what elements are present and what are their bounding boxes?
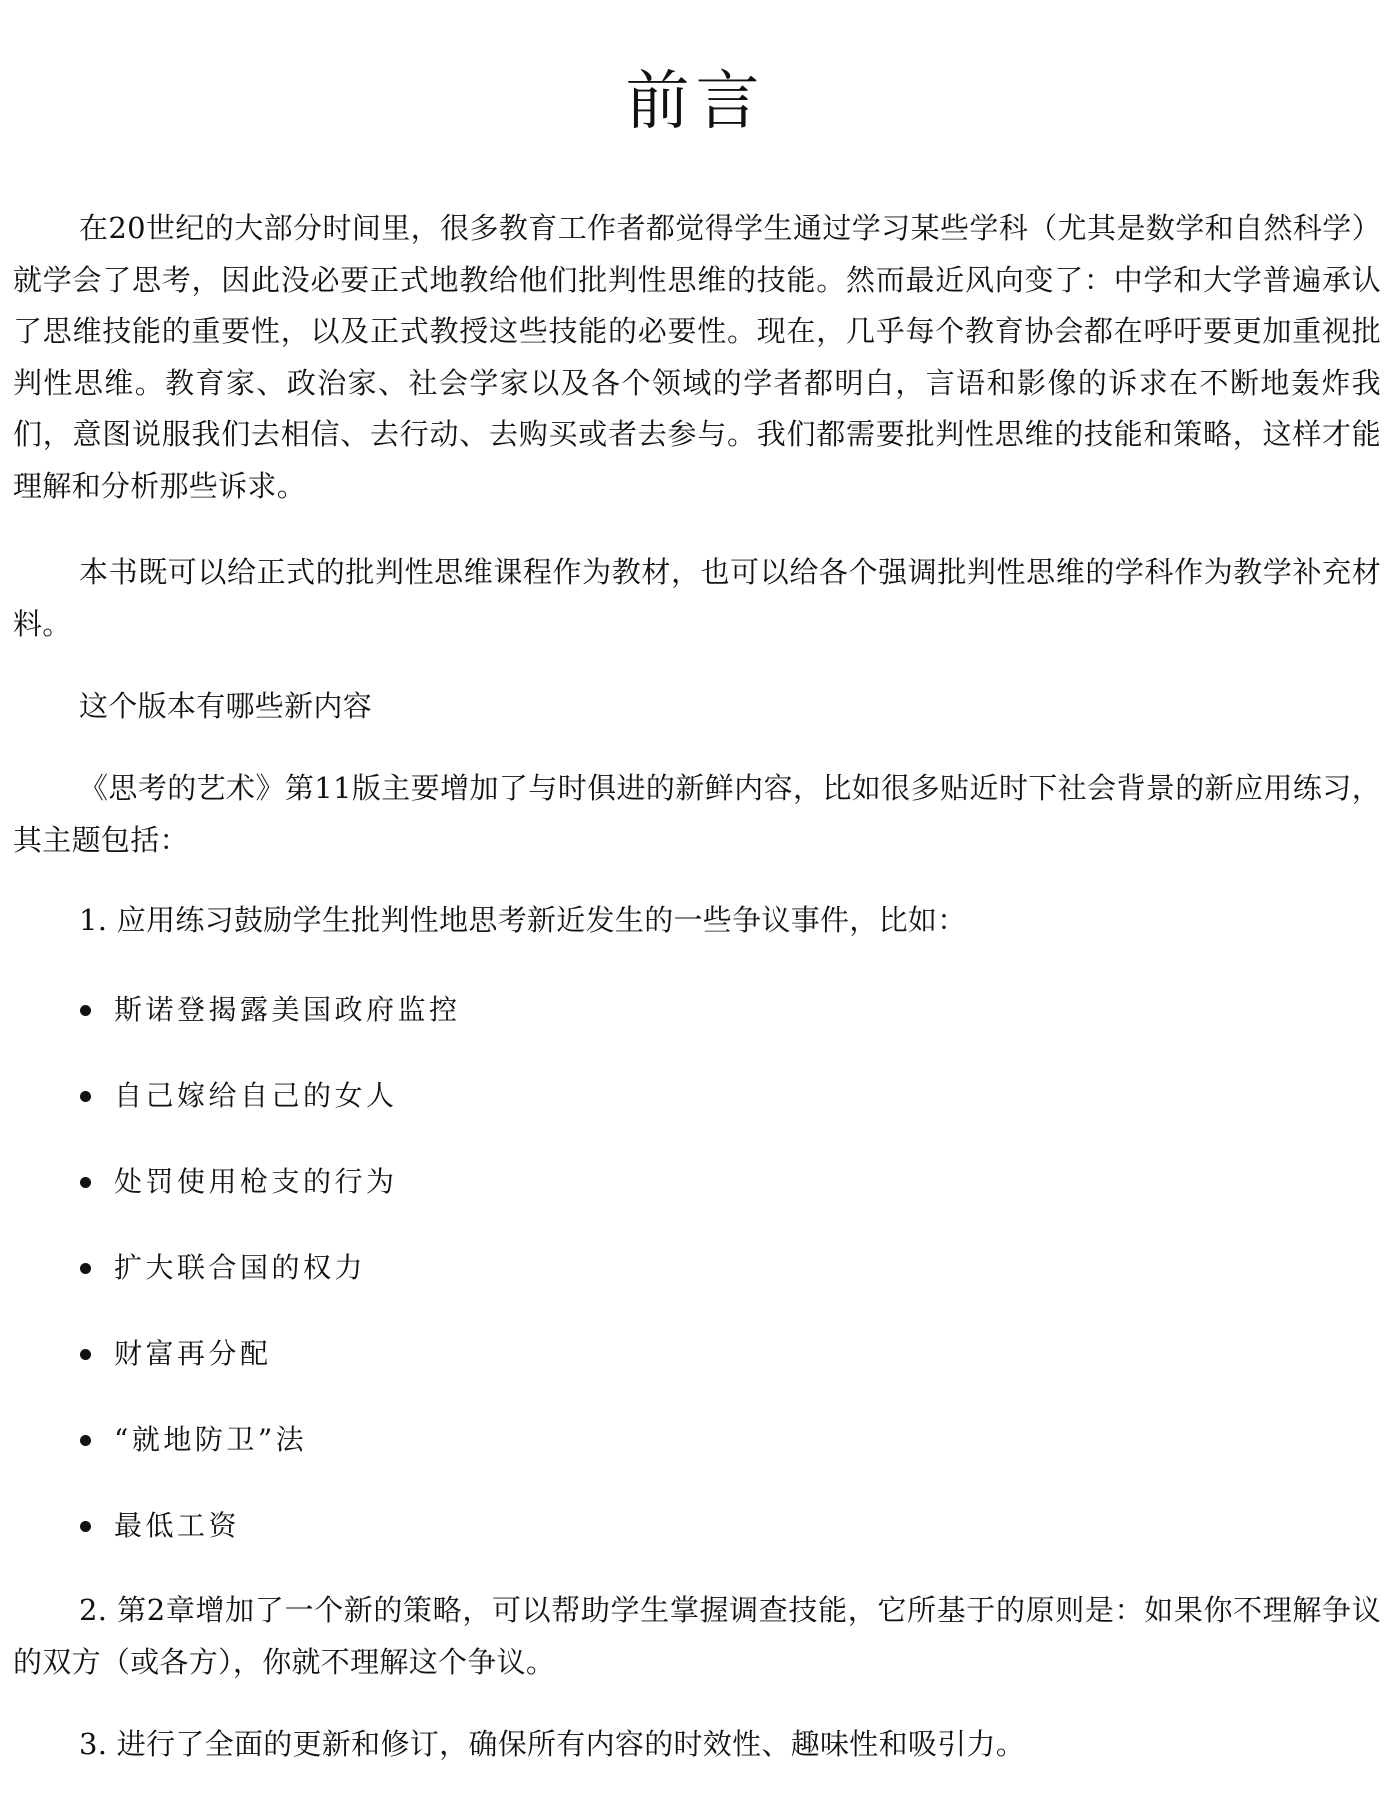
bullet-text: 财富再分配	[114, 1337, 272, 1370]
bullet-text: 斯诺登揭露美国政府监控	[114, 993, 461, 1026]
bullet-dot-icon	[80, 1177, 91, 1188]
list-item-3: 3. 进行了全面的更新和修订，确保所有内容的时效性、趣味性和吸引力。	[79, 1727, 1026, 1761]
bullet-item	[80, 1506, 461, 1592]
bullet-dot-icon	[80, 1435, 91, 1446]
bullet-text: 扩大联合国的权力	[114, 1251, 367, 1284]
bullet-item	[80, 1334, 461, 1420]
bullet-item	[80, 1248, 461, 1334]
textbook-use-paragraph: 本书既可以给正式的批判性思维课程作为教材，也可以给各个强调批判性思维的学科作为教学补充材料。	[13, 555, 1381, 641]
bullet-item	[80, 1420, 461, 1506]
bullet-dot-icon	[80, 1349, 91, 1360]
new-edition-paragraph: 《思考的艺术》第11版主要增加了与时俱进的新鲜内容，比如很多贴近时下社会背景的新应用练习，其主题包括：	[13, 771, 1381, 857]
bullet-text: 处罚使用枪支的行为	[114, 1165, 398, 1198]
bullet-dot-icon	[80, 1091, 91, 1102]
topic-bullet-list	[80, 990, 461, 1592]
list-item-1: 1. 应用练习鼓励学生批判性地思考新近发生的一些争议事件，比如：	[79, 903, 967, 937]
section-heading: 这个版本有哪些新内容	[79, 689, 373, 723]
list-item-2: 2. 第2章增加了一个新的策略，可以帮助学生掌握调查技能，它所基于的原则是：如果你不理解争议的双方（或各方），你就不理解这个争议。	[13, 1593, 1381, 1679]
bullet-dot-icon	[80, 1263, 91, 1274]
bullet-text: 自己嫁给自己的女人	[114, 1079, 398, 1112]
intro-paragraph: 在20世纪的大部分时间里，很多教育工作者都觉得学生通过学习某些学科（尤其是数学和自然科学）就学会了思考，因此没必要正式地教给他们批判性思维的技能。然而最近风向变了：中学和大学普遍承认了思维技能的重要性，以及正式教授这些技能的必要性。现在，几乎每个教育协会都在呼吁要更加重视批判性思维。教育家、政治家、社会学家以及各个领域的学者都明白，言语和影像的诉求在不断地轰炸我们，意图说服我们去相信、去行动、去购买或者去参与。我们都需要批判性思维的技能和策略，这样才能理解和分析那些诉求。	[13, 211, 1381, 503]
bullet-dot-icon	[80, 1521, 91, 1532]
bullet-item	[80, 990, 461, 1076]
bullet-item	[80, 1162, 461, 1248]
bullet-dot-icon	[80, 1005, 91, 1016]
bullet-item	[80, 1076, 461, 1162]
bullet-text: 最低工资	[114, 1509, 241, 1542]
bullet-text: “就地防卫”法	[114, 1423, 308, 1456]
page-title: 前言	[625, 65, 766, 139]
